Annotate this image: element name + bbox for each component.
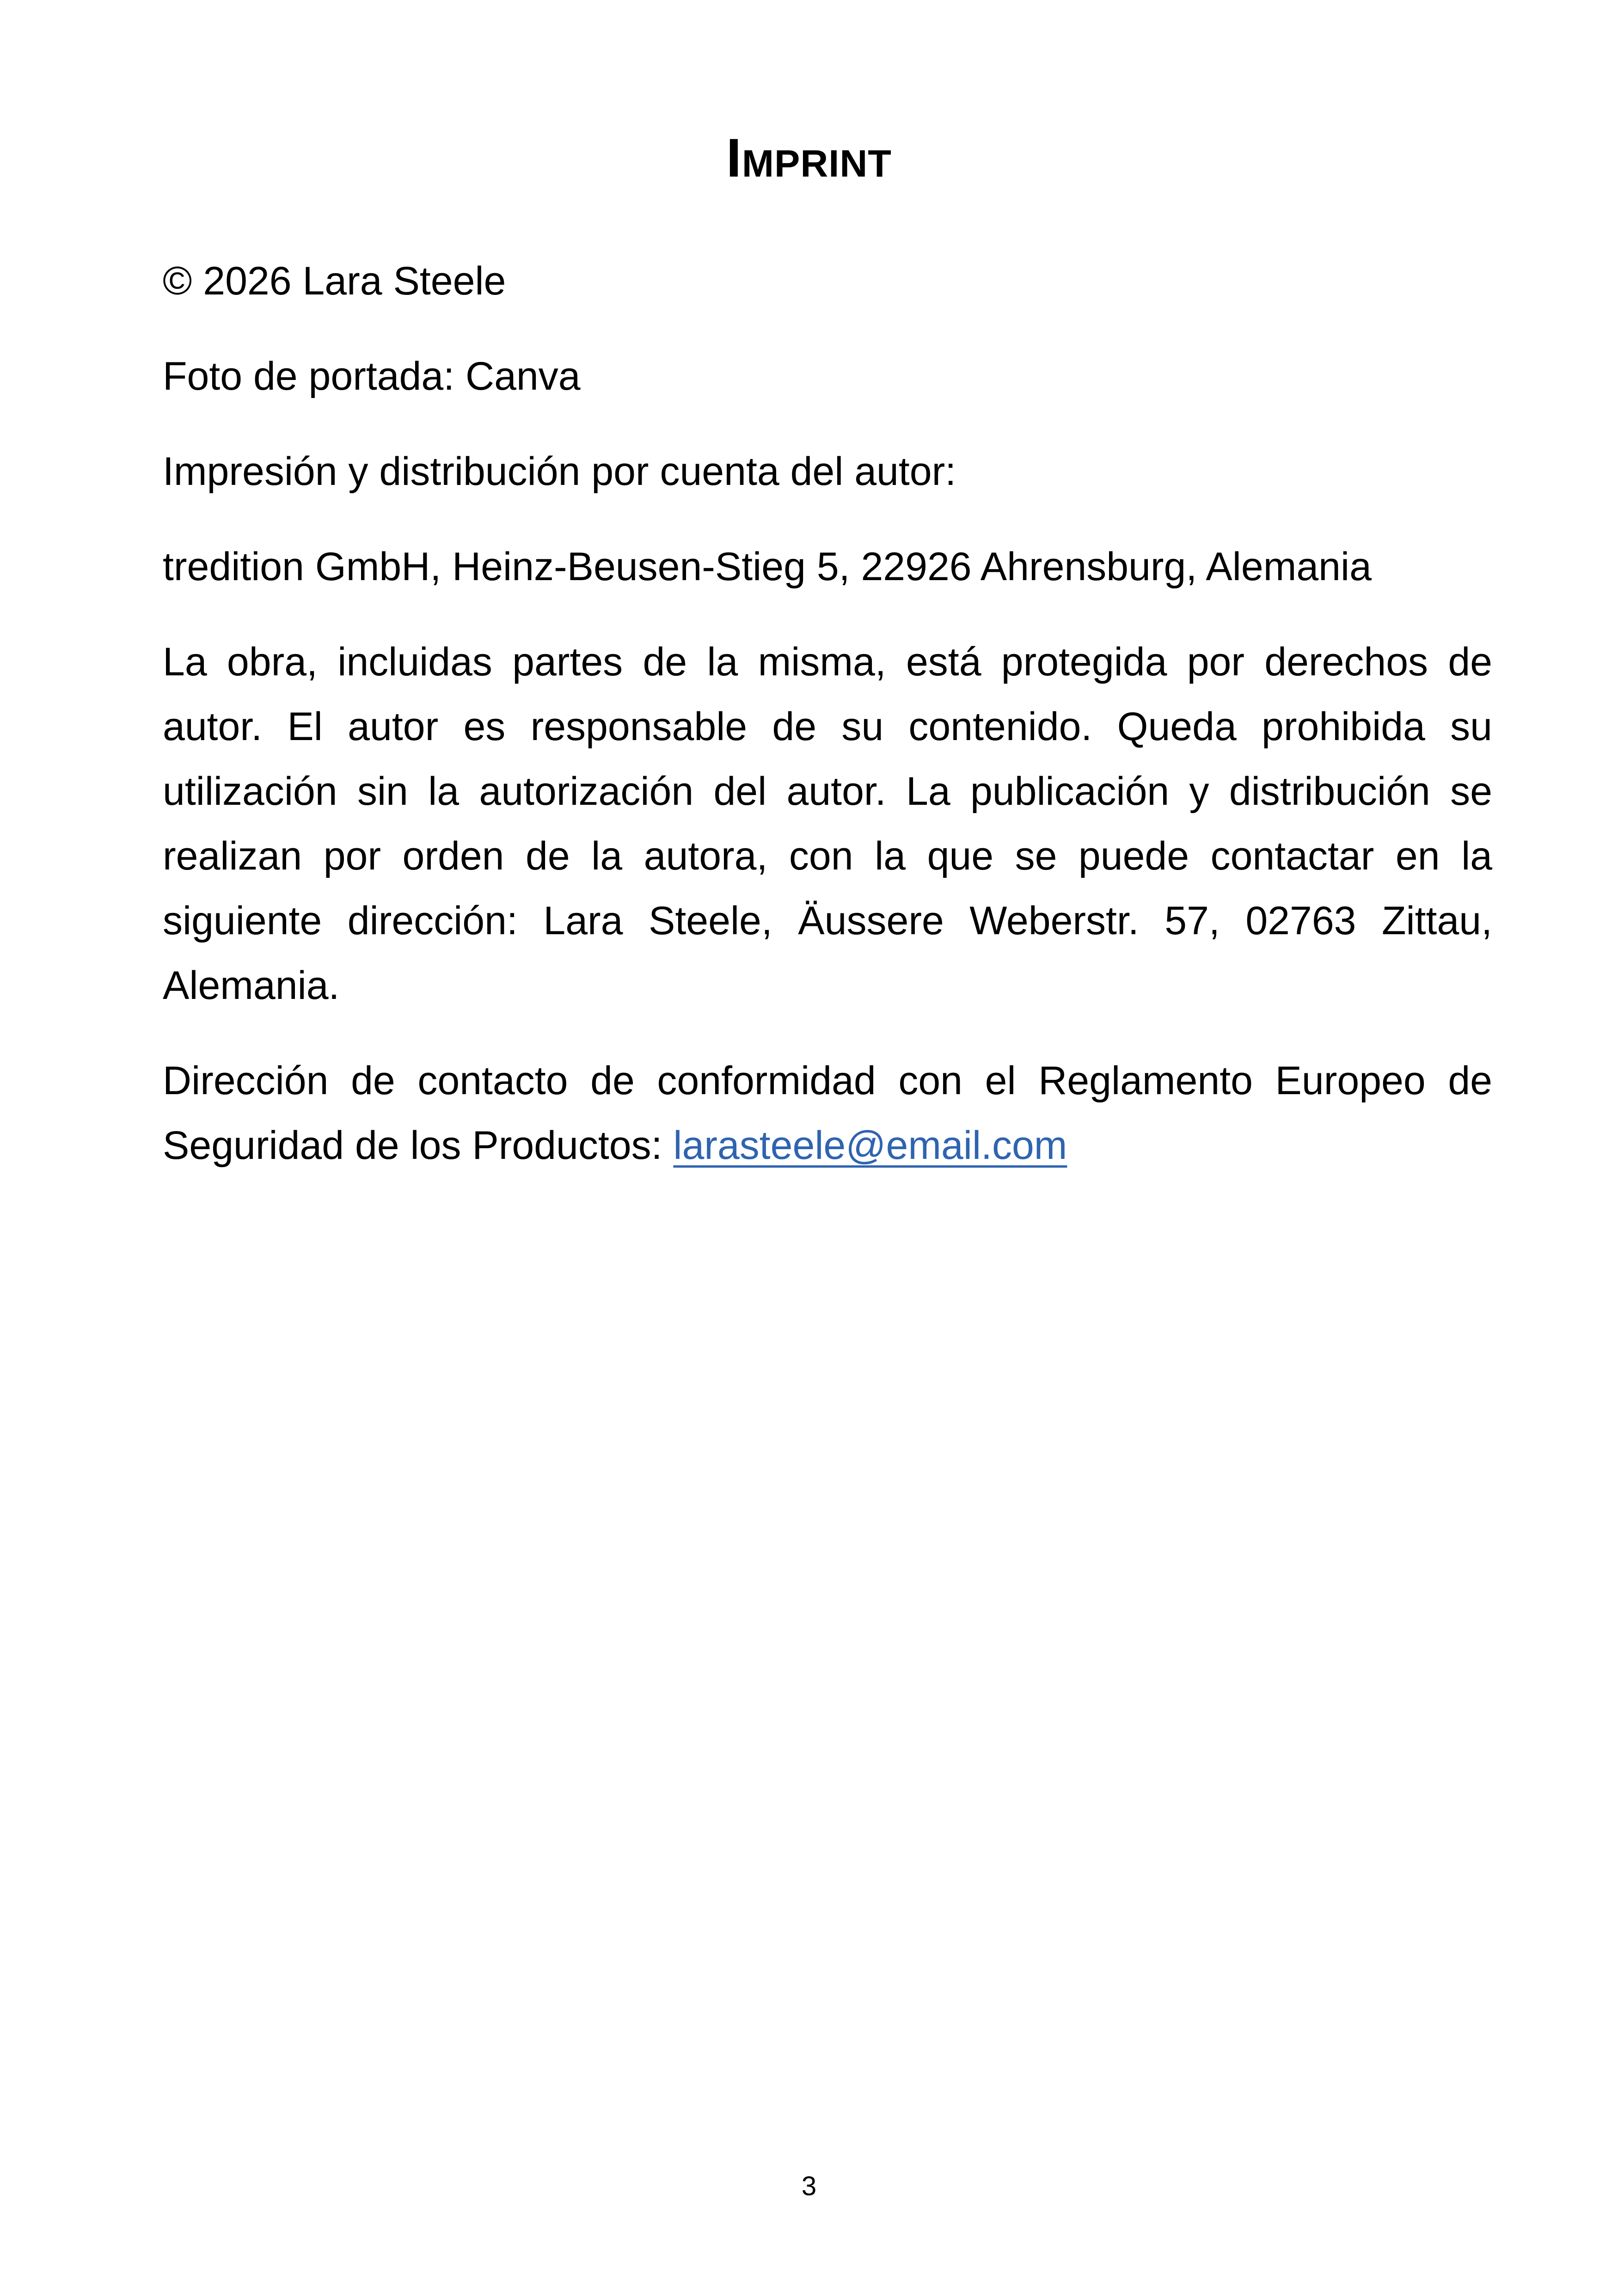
copyright-notice: La obra, incluidas partes de la misma, está protegida por derechos de autor. El autor es responsable de su contenido. Queda prohibida su utilización sin la autorización del autor. La publicación y distribución se realizan por orden de la autora, con la que se puede contactar en la siguiente dirección: Lara Steele, Äussere Weberstr. 57, 02763 Zittau, Alemania. [163,640,1492,1008]
email-link[interactable]: larasteele@email.com [673,1123,1067,1168]
printing-line: Impresión y distribución por cuenta del autor: [163,449,956,494]
safety-contact-paragraph [163,1048,1492,1178]
copyright-line: © 2026 Lara Steele [163,259,506,303]
cover-photo-credit: Foto de portada: Canva [163,354,581,398]
page-number: 3 [801,2171,817,2201]
page-title-text: Imprint [726,128,892,189]
page-title [0,121,1618,195]
safety-contact-label: Dirección de contacto de conformidad con el Reglamento Europeo de Seguridad de los Productos: [163,1059,1492,1168]
publisher-address: tredition GmbH, Heinz-Beusen-Stieg 5, 22926 Ahrensburg, Alemania [163,545,1372,589]
imprint-content [163,249,1492,1208]
